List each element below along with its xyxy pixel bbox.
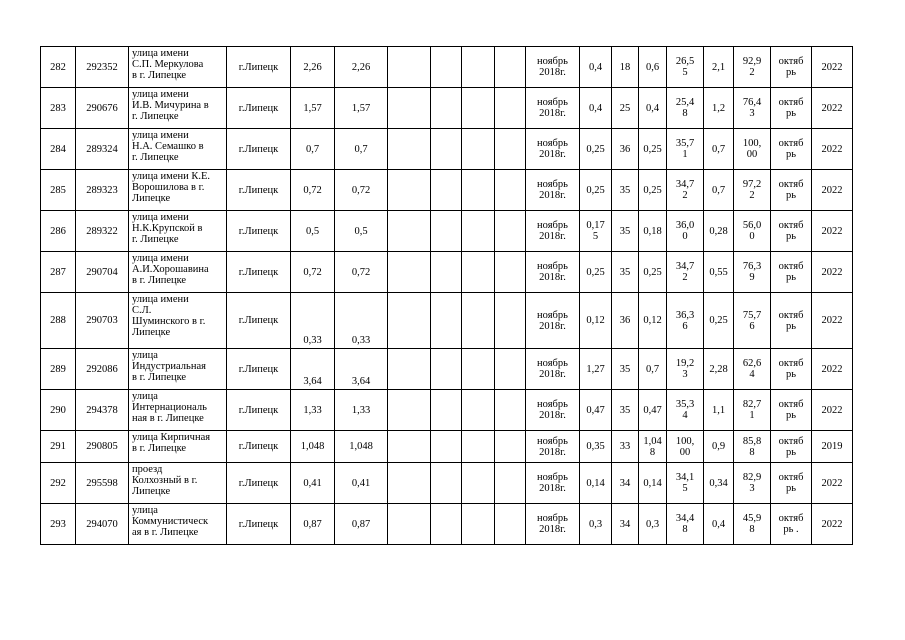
cell-v2: 1,33	[335, 390, 388, 431]
table-row	[41, 211, 853, 252]
empty-cell	[462, 47, 495, 88]
cell-v2: 0,72	[335, 170, 388, 211]
cell-id: 294378	[76, 390, 129, 431]
cell-v2: 2,26	[335, 47, 388, 88]
cell-name: улица имени Н.К.Крупской в г. Липецке	[129, 211, 227, 252]
empty-cell	[388, 349, 431, 390]
cell-e: 0,4	[704, 504, 734, 545]
empty-cell	[495, 463, 526, 504]
cell-city: г.Липецк	[227, 390, 291, 431]
cell-v1: 2,26	[291, 47, 335, 88]
cell-d: 34,7 2	[667, 170, 704, 211]
cell-v1: 1,57	[291, 88, 335, 129]
cell-a: 0,4	[580, 47, 612, 88]
cell-v2: 0,33	[335, 293, 388, 349]
cell-b: 33	[612, 431, 639, 463]
cell-e: 0,25	[704, 293, 734, 349]
table-row	[41, 463, 853, 504]
cell-e: 0,28	[704, 211, 734, 252]
cell-f: 97,2 2	[734, 170, 771, 211]
cell-c: 0,7	[639, 349, 667, 390]
cell-n: 290	[41, 390, 76, 431]
cell-e: 0,55	[704, 252, 734, 293]
cell-a: 1,27	[580, 349, 612, 390]
cell-v2: 3,64	[335, 349, 388, 390]
cell-f: 62,6 4	[734, 349, 771, 390]
empty-cell	[431, 129, 462, 170]
empty-cell	[462, 211, 495, 252]
cell-n: 284	[41, 129, 76, 170]
cell-city: г.Липецк	[227, 170, 291, 211]
cell-n: 289	[41, 349, 76, 390]
cell-id: 294070	[76, 504, 129, 545]
cell-g: октяб рь	[771, 252, 812, 293]
cell-v1: 0,87	[291, 504, 335, 545]
cell-city: г.Липецк	[227, 504, 291, 545]
cell-v1: 0,41	[291, 463, 335, 504]
table-row	[41, 252, 853, 293]
cell-name: улица имени А.И.Хорошавина в г. Липецке	[129, 252, 227, 293]
cell-b: 36	[612, 293, 639, 349]
cell-n: 288	[41, 293, 76, 349]
cell-city: г.Липецк	[227, 431, 291, 463]
empty-cell	[462, 293, 495, 349]
cell-v1: 0,7	[291, 129, 335, 170]
cell-n: 282	[41, 47, 76, 88]
cell-c: 0,25	[639, 170, 667, 211]
empty-cell	[495, 349, 526, 390]
empty-cell	[431, 349, 462, 390]
cell-b: 36	[612, 129, 639, 170]
empty-cell	[462, 349, 495, 390]
cell-b: 34	[612, 504, 639, 545]
cell-name: улица Кирпичная в г. Липецке	[129, 431, 227, 463]
cell-city: г.Липецк	[227, 47, 291, 88]
empty-cell	[388, 390, 431, 431]
cell-v2: 0,72	[335, 252, 388, 293]
cell-e: 1,2	[704, 88, 734, 129]
cell-year: 2022	[812, 293, 853, 349]
cell-n: 293	[41, 504, 76, 545]
cell-g: октяб рь	[771, 431, 812, 463]
empty-cell	[431, 431, 462, 463]
cell-c: 0,6	[639, 47, 667, 88]
cell-c: 1,04 8	[639, 431, 667, 463]
cell-c: 0,25	[639, 129, 667, 170]
cell-a: 0,35	[580, 431, 612, 463]
empty-cell	[462, 463, 495, 504]
cell-a: 0,14	[580, 463, 612, 504]
empty-cell	[431, 211, 462, 252]
empty-cell	[462, 88, 495, 129]
empty-cell	[431, 390, 462, 431]
cell-f: 82,9 3	[734, 463, 771, 504]
cell-month: ноябрь 2018г.	[526, 390, 580, 431]
table-row	[41, 349, 853, 390]
cell-b: 35	[612, 349, 639, 390]
empty-cell	[462, 252, 495, 293]
empty-cell	[388, 463, 431, 504]
cell-g: октяб рь	[771, 390, 812, 431]
cell-c: 0,3	[639, 504, 667, 545]
cell-f: 45,9 8	[734, 504, 771, 545]
cell-v2: 0,7	[335, 129, 388, 170]
cell-e: 2,28	[704, 349, 734, 390]
cell-g: октяб рь .	[771, 504, 812, 545]
cell-d: 34,7 2	[667, 252, 704, 293]
cell-name: улица Интернациональ ная в г. Липецке	[129, 390, 227, 431]
empty-cell	[462, 431, 495, 463]
cell-month: ноябрь 2018г.	[526, 349, 580, 390]
empty-cell	[462, 390, 495, 431]
cell-id: 290703	[76, 293, 129, 349]
cell-id: 290676	[76, 88, 129, 129]
empty-cell	[495, 47, 526, 88]
cell-a: 0,47	[580, 390, 612, 431]
empty-cell	[495, 431, 526, 463]
cell-name: улица имени Н.А. Семашко в г. Липецке	[129, 129, 227, 170]
table-row	[41, 431, 853, 463]
cell-c: 0,14	[639, 463, 667, 504]
empty-cell	[388, 504, 431, 545]
cell-c: 0,25	[639, 252, 667, 293]
table-row	[41, 293, 853, 349]
cell-g: октяб рь	[771, 463, 812, 504]
cell-n: 286	[41, 211, 76, 252]
cell-b: 35	[612, 211, 639, 252]
cell-id: 289323	[76, 170, 129, 211]
empty-cell	[388, 129, 431, 170]
cell-v2: 1,57	[335, 88, 388, 129]
cell-b: 18	[612, 47, 639, 88]
cell-name: улица имени К.Е. Ворошилова в г. Липецке	[129, 170, 227, 211]
table-body	[41, 47, 853, 545]
cell-f: 82,7 1	[734, 390, 771, 431]
cell-b: 35	[612, 252, 639, 293]
empty-cell	[388, 252, 431, 293]
cell-v1: 1,33	[291, 390, 335, 431]
table-row	[41, 504, 853, 545]
cell-name: улица имени С.П. Меркулова в г. Липецке	[129, 47, 227, 88]
cell-month: ноябрь 2018г.	[526, 504, 580, 545]
cell-v1: 0,5	[291, 211, 335, 252]
empty-cell	[462, 170, 495, 211]
cell-name: улица Коммунистическ ая в г. Липецке	[129, 504, 227, 545]
cell-v2: 1,048	[335, 431, 388, 463]
cell-a: 0,4	[580, 88, 612, 129]
cell-year: 2022	[812, 504, 853, 545]
cell-e: 1,1	[704, 390, 734, 431]
cell-b: 35	[612, 170, 639, 211]
cell-f: 76,4 3	[734, 88, 771, 129]
cell-n: 283	[41, 88, 76, 129]
cell-a: 0,25	[580, 252, 612, 293]
table-row	[41, 170, 853, 211]
cell-month: ноябрь 2018г.	[526, 129, 580, 170]
empty-cell	[495, 252, 526, 293]
cell-e: 2,1	[704, 47, 734, 88]
empty-cell	[388, 211, 431, 252]
cell-f: 85,8 8	[734, 431, 771, 463]
cell-month: ноябрь 2018г.	[526, 47, 580, 88]
cell-v2: 0,5	[335, 211, 388, 252]
cell-month: ноябрь 2018г.	[526, 293, 580, 349]
cell-year: 2022	[812, 252, 853, 293]
cell-g: октяб рь	[771, 129, 812, 170]
cell-month: ноябрь 2018г.	[526, 252, 580, 293]
cell-year: 2022	[812, 211, 853, 252]
cell-d: 34,4 8	[667, 504, 704, 545]
empty-cell	[431, 47, 462, 88]
cell-d: 35,3 4	[667, 390, 704, 431]
cell-id: 289324	[76, 129, 129, 170]
cell-n: 291	[41, 431, 76, 463]
cell-name: улица имени С.Л. Шуминского в г. Липецке	[129, 293, 227, 349]
table-row	[41, 88, 853, 129]
table-row	[41, 129, 853, 170]
cell-id: 292086	[76, 349, 129, 390]
cell-b: 35	[612, 390, 639, 431]
cell-c: 0,12	[639, 293, 667, 349]
cell-d: 100, 00	[667, 431, 704, 463]
data-table	[40, 46, 853, 545]
cell-v1: 1,048	[291, 431, 335, 463]
cell-a: 0,3	[580, 504, 612, 545]
cell-year: 2019	[812, 431, 853, 463]
cell-e: 0,7	[704, 129, 734, 170]
empty-cell	[495, 390, 526, 431]
cell-g: октяб рь	[771, 47, 812, 88]
cell-n: 292	[41, 463, 76, 504]
cell-f: 92,9 2	[734, 47, 771, 88]
cell-name: проезд Колхозный в г. Липецке	[129, 463, 227, 504]
cell-b: 25	[612, 88, 639, 129]
cell-v2: 0,41	[335, 463, 388, 504]
empty-cell	[431, 463, 462, 504]
cell-g: октяб рь	[771, 88, 812, 129]
cell-month: ноябрь 2018г.	[526, 463, 580, 504]
empty-cell	[431, 88, 462, 129]
empty-cell	[495, 504, 526, 545]
cell-id: 292352	[76, 47, 129, 88]
cell-d: 25,4 8	[667, 88, 704, 129]
cell-city: г.Липецк	[227, 129, 291, 170]
empty-cell	[431, 252, 462, 293]
cell-e: 0,7	[704, 170, 734, 211]
cell-v1: 0,72	[291, 252, 335, 293]
cell-year: 2022	[812, 47, 853, 88]
cell-city: г.Липецк	[227, 88, 291, 129]
cell-city: г.Липецк	[227, 252, 291, 293]
cell-g: октяб рь	[771, 211, 812, 252]
cell-e: 0,34	[704, 463, 734, 504]
cell-month: ноябрь 2018г.	[526, 170, 580, 211]
cell-d: 19,2 3	[667, 349, 704, 390]
empty-cell	[388, 47, 431, 88]
cell-n: 285	[41, 170, 76, 211]
empty-cell	[495, 129, 526, 170]
cell-v1: 3,64	[291, 349, 335, 390]
cell-a: 0,25	[580, 170, 612, 211]
empty-cell	[462, 504, 495, 545]
cell-city: г.Липецк	[227, 463, 291, 504]
empty-cell	[388, 170, 431, 211]
empty-cell	[495, 170, 526, 211]
cell-name: улица Индустриальная в г. Липецке	[129, 349, 227, 390]
empty-cell	[495, 211, 526, 252]
cell-f: 75,7 6	[734, 293, 771, 349]
cell-d: 34,1 5	[667, 463, 704, 504]
cell-a: 0,25	[580, 129, 612, 170]
empty-cell	[388, 88, 431, 129]
cell-c: 0,18	[639, 211, 667, 252]
empty-cell	[388, 293, 431, 349]
cell-d: 36,0 0	[667, 211, 704, 252]
empty-cell	[495, 293, 526, 349]
cell-year: 2022	[812, 88, 853, 129]
cell-city: г.Липецк	[227, 211, 291, 252]
empty-cell	[431, 170, 462, 211]
empty-cell	[431, 293, 462, 349]
empty-cell	[462, 129, 495, 170]
empty-cell	[388, 431, 431, 463]
cell-a: 0,17 5	[580, 211, 612, 252]
cell-year: 2022	[812, 349, 853, 390]
cell-e: 0,9	[704, 431, 734, 463]
cell-city: г.Липецк	[227, 349, 291, 390]
cell-n: 287	[41, 252, 76, 293]
empty-cell	[495, 88, 526, 129]
cell-v1: 0,33	[291, 293, 335, 349]
cell-year: 2022	[812, 170, 853, 211]
cell-id: 289322	[76, 211, 129, 252]
cell-name: улица имени И.В. Мичурина в г. Липецке	[129, 88, 227, 129]
cell-a: 0,12	[580, 293, 612, 349]
cell-g: октяб рь	[771, 349, 812, 390]
cell-year: 2022	[812, 390, 853, 431]
cell-month: ноябрь 2018г.	[526, 88, 580, 129]
cell-v1: 0,72	[291, 170, 335, 211]
cell-c: 0,4	[639, 88, 667, 129]
table-row	[41, 47, 853, 88]
cell-month: ноябрь 2018г.	[526, 211, 580, 252]
empty-cell	[431, 504, 462, 545]
cell-d: 26,5 5	[667, 47, 704, 88]
cell-f: 76,3 9	[734, 252, 771, 293]
cell-g: октяб рь	[771, 293, 812, 349]
table-row	[41, 390, 853, 431]
cell-d: 36,3 6	[667, 293, 704, 349]
cell-year: 2022	[812, 129, 853, 170]
cell-f: 100, 00	[734, 129, 771, 170]
cell-f: 56,0 0	[734, 211, 771, 252]
cell-id: 290805	[76, 431, 129, 463]
cell-g: октяб рь	[771, 170, 812, 211]
cell-city: г.Липецк	[227, 293, 291, 349]
cell-v2: 0,87	[335, 504, 388, 545]
cell-month: ноябрь 2018г.	[526, 431, 580, 463]
cell-id: 290704	[76, 252, 129, 293]
cell-d: 35,7 1	[667, 129, 704, 170]
cell-c: 0,47	[639, 390, 667, 431]
cell-year: 2022	[812, 463, 853, 504]
cell-b: 34	[612, 463, 639, 504]
cell-id: 295598	[76, 463, 129, 504]
